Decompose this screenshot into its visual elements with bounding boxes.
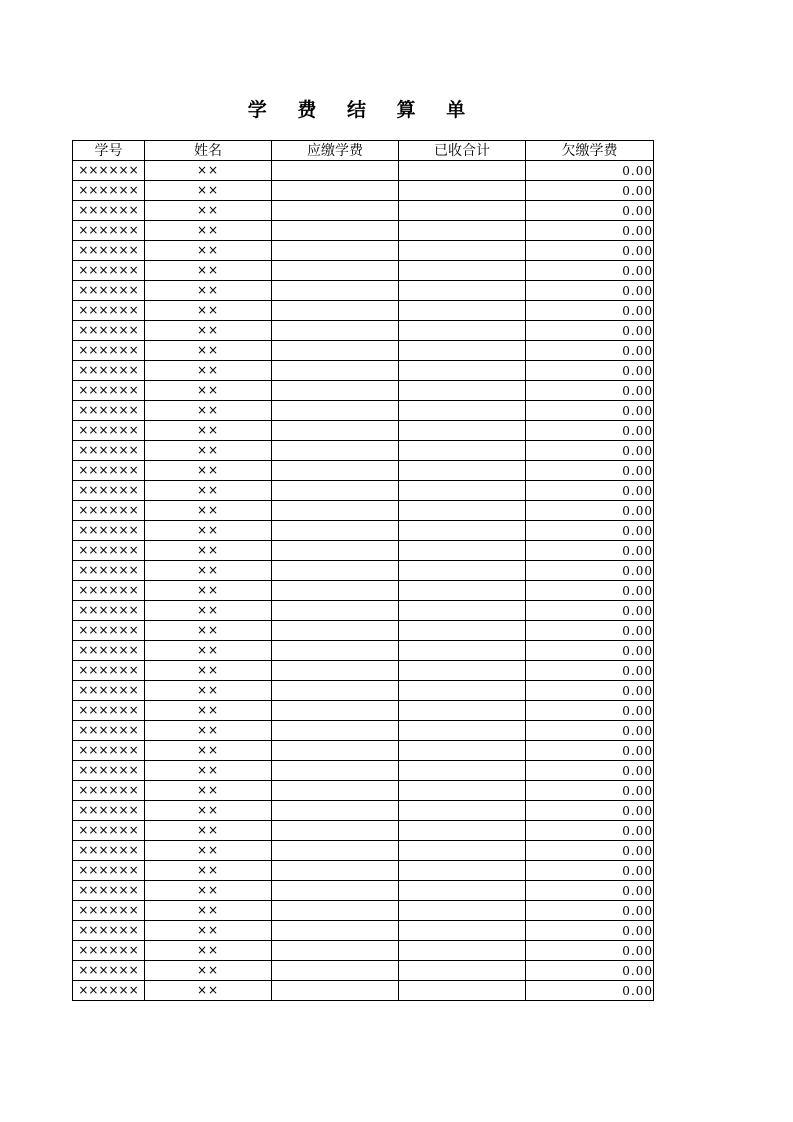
tuition-owed-cell: 0.00 bbox=[526, 621, 654, 641]
table-row bbox=[73, 721, 654, 741]
tuition-owed-cell: 0.00 bbox=[526, 961, 654, 981]
table-row bbox=[73, 941, 654, 961]
tuition-due-cell bbox=[272, 301, 399, 321]
tuition-due-cell bbox=[272, 161, 399, 181]
tuition-owed-cell: 0.00 bbox=[526, 481, 654, 501]
tuition-owed-cell: 0.00 bbox=[526, 781, 654, 801]
header-tuition-due: 应缴学费 bbox=[272, 141, 399, 161]
tuition-owed-cell: 0.00 bbox=[526, 381, 654, 401]
student-name-cell: ×× bbox=[145, 661, 272, 681]
student-name-cell: ×× bbox=[145, 861, 272, 881]
tuition-due-cell bbox=[272, 741, 399, 761]
tuition-owed-cell: 0.00 bbox=[526, 741, 654, 761]
received-total-cell bbox=[399, 481, 526, 501]
tuition-due-cell bbox=[272, 501, 399, 521]
tuition-owed-cell: 0.00 bbox=[526, 841, 654, 861]
student-name-cell: ×× bbox=[145, 821, 272, 841]
tuition-owed-cell: 0.00 bbox=[526, 301, 654, 321]
student-name-cell: ×× bbox=[145, 681, 272, 701]
table-row bbox=[73, 881, 654, 901]
tuition-owed-cell: 0.00 bbox=[526, 361, 654, 381]
student-name-cell: ×× bbox=[145, 921, 272, 941]
tuition-due-cell bbox=[272, 901, 399, 921]
received-total-cell bbox=[399, 261, 526, 281]
student-name-cell: ×× bbox=[145, 801, 272, 821]
tuition-due-cell bbox=[272, 541, 399, 561]
table-row bbox=[73, 321, 654, 341]
table-row bbox=[73, 761, 654, 781]
student-name-cell: ×× bbox=[145, 401, 272, 421]
student-id-cell: ×××××× bbox=[73, 561, 145, 581]
student-id-cell: ×××××× bbox=[73, 521, 145, 541]
table-row bbox=[73, 301, 654, 321]
received-total-cell bbox=[399, 821, 526, 841]
document-title: 学 费 结 算 单 bbox=[247, 99, 478, 121]
tuition-owed-cell: 0.00 bbox=[526, 881, 654, 901]
table-row bbox=[73, 821, 654, 841]
received-total-cell bbox=[399, 861, 526, 881]
student-name-cell: ×× bbox=[145, 901, 272, 921]
tuition-owed-cell: 0.00 bbox=[526, 561, 654, 581]
tuition-due-cell bbox=[272, 561, 399, 581]
received-total-cell bbox=[399, 601, 526, 621]
tuition-owed-cell: 0.00 bbox=[526, 281, 654, 301]
tuition-owed-cell: 0.00 bbox=[526, 501, 654, 521]
student-name-cell: ×× bbox=[145, 501, 272, 521]
received-total-cell bbox=[399, 401, 526, 421]
table-row bbox=[73, 901, 654, 921]
tuition-due-cell bbox=[272, 281, 399, 301]
table-row bbox=[73, 261, 654, 281]
table-row bbox=[73, 961, 654, 981]
tuition-owed-cell: 0.00 bbox=[526, 181, 654, 201]
received-total-cell bbox=[399, 341, 526, 361]
student-name-cell: ×× bbox=[145, 361, 272, 381]
received-total-cell bbox=[399, 561, 526, 581]
tuition-owed-cell: 0.00 bbox=[526, 721, 654, 741]
received-total-cell bbox=[399, 621, 526, 641]
tuition-owed-cell: 0.00 bbox=[526, 601, 654, 621]
tuition-owed-cell: 0.00 bbox=[526, 581, 654, 601]
student-id-cell: ×××××× bbox=[73, 681, 145, 701]
student-id-cell: ×××××× bbox=[73, 701, 145, 721]
student-id-cell: ×××××× bbox=[73, 161, 145, 181]
student-id-cell: ×××××× bbox=[73, 861, 145, 881]
table-row bbox=[73, 201, 654, 221]
tuition-owed-cell: 0.00 bbox=[526, 921, 654, 941]
student-id-cell: ×××××× bbox=[73, 981, 145, 1001]
table-row bbox=[73, 801, 654, 821]
student-id-cell: ×××××× bbox=[73, 281, 145, 301]
table-row bbox=[73, 361, 654, 381]
tuition-owed-cell: 0.00 bbox=[526, 161, 654, 181]
table-row bbox=[73, 561, 654, 581]
tuition-owed-cell: 0.00 bbox=[526, 981, 654, 1001]
received-total-cell bbox=[399, 661, 526, 681]
student-id-cell: ×××××× bbox=[73, 401, 145, 421]
student-id-cell: ×××××× bbox=[73, 801, 145, 821]
table-row bbox=[73, 481, 654, 501]
student-id-cell: ×××××× bbox=[73, 921, 145, 941]
table-row bbox=[73, 461, 654, 481]
student-id-cell: ×××××× bbox=[73, 741, 145, 761]
header-tuition-owed: 欠缴学费 bbox=[526, 141, 654, 161]
student-name-cell: ×× bbox=[145, 841, 272, 861]
student-name-cell: ×× bbox=[145, 781, 272, 801]
table-row bbox=[73, 401, 654, 421]
received-total-cell bbox=[399, 901, 526, 921]
received-total-cell bbox=[399, 201, 526, 221]
student-name-cell: ×× bbox=[145, 181, 272, 201]
tuition-owed-cell: 0.00 bbox=[526, 701, 654, 721]
student-name-cell: ×× bbox=[145, 741, 272, 761]
tuition-owed-cell: 0.00 bbox=[526, 441, 654, 461]
tuition-due-cell bbox=[272, 381, 399, 401]
student-id-cell: ×××××× bbox=[73, 901, 145, 921]
table-row bbox=[73, 541, 654, 561]
student-id-cell: ×××××× bbox=[73, 621, 145, 641]
student-id-cell: ×××××× bbox=[73, 661, 145, 681]
student-name-cell: ×× bbox=[145, 981, 272, 1001]
tuition-owed-cell: 0.00 bbox=[526, 261, 654, 281]
student-id-cell: ×××××× bbox=[73, 961, 145, 981]
received-total-cell bbox=[399, 181, 526, 201]
student-name-cell: ×× bbox=[145, 161, 272, 181]
received-total-cell bbox=[399, 581, 526, 601]
student-id-cell: ×××××× bbox=[73, 941, 145, 961]
student-id-cell: ×××××× bbox=[73, 641, 145, 661]
student-name-cell: ×× bbox=[145, 641, 272, 661]
table-row bbox=[73, 341, 654, 361]
received-total-cell bbox=[399, 701, 526, 721]
student-name-cell: ×× bbox=[145, 321, 272, 341]
tuition-owed-cell: 0.00 bbox=[526, 321, 654, 341]
tuition-due-cell bbox=[272, 361, 399, 381]
student-name-cell: ×× bbox=[145, 941, 272, 961]
tuition-due-cell bbox=[272, 921, 399, 941]
tuition-owed-cell: 0.00 bbox=[526, 241, 654, 261]
table-row bbox=[73, 741, 654, 761]
received-total-cell bbox=[399, 501, 526, 521]
tuition-owed-cell: 0.00 bbox=[526, 861, 654, 881]
student-id-cell: ×××××× bbox=[73, 341, 145, 361]
tuition-owed-cell: 0.00 bbox=[526, 221, 654, 241]
student-id-cell: ×××××× bbox=[73, 541, 145, 561]
received-total-cell bbox=[399, 641, 526, 661]
tuition-owed-cell: 0.00 bbox=[526, 201, 654, 221]
student-id-cell: ×××××× bbox=[73, 421, 145, 441]
student-name-cell: ×× bbox=[145, 261, 272, 281]
student-name-cell: ×× bbox=[145, 521, 272, 541]
table-row bbox=[73, 641, 654, 661]
student-id-cell: ×××××× bbox=[73, 261, 145, 281]
tuition-due-cell bbox=[272, 621, 399, 641]
received-total-cell bbox=[399, 761, 526, 781]
received-total-cell bbox=[399, 421, 526, 441]
table-row bbox=[73, 421, 654, 441]
student-name-cell: ×× bbox=[145, 381, 272, 401]
header-row bbox=[73, 141, 654, 161]
received-total-cell bbox=[399, 301, 526, 321]
received-total-cell bbox=[399, 241, 526, 261]
student-name-cell: ×× bbox=[145, 961, 272, 981]
tuition-owed-cell: 0.00 bbox=[526, 761, 654, 781]
student-id-cell: ×××××× bbox=[73, 181, 145, 201]
tuition-due-cell bbox=[272, 861, 399, 881]
table-row bbox=[73, 581, 654, 601]
received-total-cell bbox=[399, 361, 526, 381]
tuition-due-cell bbox=[272, 721, 399, 741]
tuition-settlement-table bbox=[72, 140, 654, 1001]
student-name-cell: ×× bbox=[145, 441, 272, 461]
table-row bbox=[73, 701, 654, 721]
student-name-cell: ×× bbox=[145, 221, 272, 241]
tuition-due-cell bbox=[272, 341, 399, 361]
student-name-cell: ×× bbox=[145, 621, 272, 641]
table-body bbox=[73, 161, 654, 1001]
tuition-due-cell bbox=[272, 521, 399, 541]
student-name-cell: ×× bbox=[145, 201, 272, 221]
student-id-cell: ×××××× bbox=[73, 461, 145, 481]
student-name-cell: ×× bbox=[145, 701, 272, 721]
header-received-total: 已收合计 bbox=[399, 141, 526, 161]
tuition-owed-cell: 0.00 bbox=[526, 401, 654, 421]
tuition-due-cell bbox=[272, 641, 399, 661]
tuition-due-cell bbox=[272, 801, 399, 821]
student-id-cell: ×××××× bbox=[73, 441, 145, 461]
received-total-cell bbox=[399, 681, 526, 701]
table-row bbox=[73, 621, 654, 641]
table-row bbox=[73, 861, 654, 881]
table-row bbox=[73, 281, 654, 301]
table-row bbox=[73, 501, 654, 521]
received-total-cell bbox=[399, 741, 526, 761]
table-row bbox=[73, 781, 654, 801]
received-total-cell bbox=[399, 841, 526, 861]
received-total-cell bbox=[399, 921, 526, 941]
student-id-cell: ×××××× bbox=[73, 381, 145, 401]
tuition-due-cell bbox=[272, 261, 399, 281]
tuition-owed-cell: 0.00 bbox=[526, 641, 654, 661]
student-id-cell: ×××××× bbox=[73, 821, 145, 841]
header-name: 姓名 bbox=[145, 141, 272, 161]
student-id-cell: ×××××× bbox=[73, 481, 145, 501]
tuition-due-cell bbox=[272, 761, 399, 781]
student-id-cell: ×××××× bbox=[73, 761, 145, 781]
student-name-cell: ×× bbox=[145, 581, 272, 601]
student-id-cell: ×××××× bbox=[73, 841, 145, 861]
tuition-owed-cell: 0.00 bbox=[526, 821, 654, 841]
received-total-cell bbox=[399, 781, 526, 801]
table-row bbox=[73, 601, 654, 621]
tuition-due-cell bbox=[272, 581, 399, 601]
tuition-due-cell bbox=[272, 961, 399, 981]
tuition-due-cell bbox=[272, 841, 399, 861]
student-name-cell: ×× bbox=[145, 461, 272, 481]
received-total-cell bbox=[399, 441, 526, 461]
student-name-cell: ×× bbox=[145, 601, 272, 621]
student-id-cell: ×××××× bbox=[73, 601, 145, 621]
table-row bbox=[73, 841, 654, 861]
received-total-cell bbox=[399, 461, 526, 481]
tuition-due-cell bbox=[272, 821, 399, 841]
student-id-cell: ×××××× bbox=[73, 201, 145, 221]
received-total-cell bbox=[399, 521, 526, 541]
received-total-cell bbox=[399, 961, 526, 981]
tuition-due-cell bbox=[272, 941, 399, 961]
tuition-due-cell bbox=[272, 321, 399, 341]
table-row bbox=[73, 681, 654, 701]
received-total-cell bbox=[399, 321, 526, 341]
student-id-cell: ×××××× bbox=[73, 781, 145, 801]
student-name-cell: ×× bbox=[145, 241, 272, 261]
tuition-due-cell bbox=[272, 661, 399, 681]
student-id-cell: ×××××× bbox=[73, 221, 145, 241]
student-name-cell: ×× bbox=[145, 421, 272, 441]
tuition-due-cell bbox=[272, 461, 399, 481]
received-total-cell bbox=[399, 281, 526, 301]
tuition-due-cell bbox=[272, 401, 399, 421]
tuition-owed-cell: 0.00 bbox=[526, 541, 654, 561]
table-row bbox=[73, 221, 654, 241]
student-id-cell: ×××××× bbox=[73, 321, 145, 341]
table-row bbox=[73, 161, 654, 181]
table-row bbox=[73, 441, 654, 461]
student-id-cell: ×××××× bbox=[73, 581, 145, 601]
tuition-due-cell bbox=[272, 881, 399, 901]
table-row bbox=[73, 381, 654, 401]
received-total-cell bbox=[399, 161, 526, 181]
table-row bbox=[73, 981, 654, 1001]
tuition-owed-cell: 0.00 bbox=[526, 661, 654, 681]
student-id-cell: ×××××× bbox=[73, 241, 145, 261]
tuition-due-cell bbox=[272, 181, 399, 201]
tuition-owed-cell: 0.00 bbox=[526, 421, 654, 441]
tuition-due-cell bbox=[272, 981, 399, 1001]
tuition-due-cell bbox=[272, 701, 399, 721]
tuition-owed-cell: 0.00 bbox=[526, 341, 654, 361]
table-row bbox=[73, 661, 654, 681]
header-student-id: 学号 bbox=[73, 141, 145, 161]
tuition-due-cell bbox=[272, 421, 399, 441]
received-total-cell bbox=[399, 221, 526, 241]
student-name-cell: ×× bbox=[145, 721, 272, 741]
tuition-due-cell bbox=[272, 481, 399, 501]
received-total-cell bbox=[399, 941, 526, 961]
student-id-cell: ×××××× bbox=[73, 881, 145, 901]
table-row bbox=[73, 921, 654, 941]
student-id-cell: ×××××× bbox=[73, 301, 145, 321]
student-id-cell: ×××××× bbox=[73, 501, 145, 521]
student-id-cell: ×××××× bbox=[73, 721, 145, 741]
table-row bbox=[73, 181, 654, 201]
student-name-cell: ×× bbox=[145, 561, 272, 581]
tuition-due-cell bbox=[272, 241, 399, 261]
tuition-due-cell bbox=[272, 601, 399, 621]
received-total-cell bbox=[399, 721, 526, 741]
student-name-cell: ×× bbox=[145, 281, 272, 301]
tuition-due-cell bbox=[272, 221, 399, 241]
received-total-cell bbox=[399, 541, 526, 561]
tuition-due-cell bbox=[272, 201, 399, 221]
tuition-owed-cell: 0.00 bbox=[526, 461, 654, 481]
received-total-cell bbox=[399, 381, 526, 401]
received-total-cell bbox=[399, 881, 526, 901]
received-total-cell bbox=[399, 981, 526, 1001]
student-name-cell: ×× bbox=[145, 881, 272, 901]
tuition-owed-cell: 0.00 bbox=[526, 801, 654, 821]
student-name-cell: ×× bbox=[145, 761, 272, 781]
received-total-cell bbox=[399, 801, 526, 821]
tuition-due-cell bbox=[272, 781, 399, 801]
student-name-cell: ×× bbox=[145, 481, 272, 501]
student-id-cell: ×××××× bbox=[73, 361, 145, 381]
student-name-cell: ×× bbox=[145, 341, 272, 361]
tuition-owed-cell: 0.00 bbox=[526, 901, 654, 921]
student-name-cell: ×× bbox=[145, 541, 272, 561]
tuition-owed-cell: 0.00 bbox=[526, 681, 654, 701]
student-name-cell: ×× bbox=[145, 301, 272, 321]
tuition-owed-cell: 0.00 bbox=[526, 941, 654, 961]
tuition-owed-cell: 0.00 bbox=[526, 521, 654, 541]
table-row bbox=[73, 241, 654, 261]
tuition-due-cell bbox=[272, 681, 399, 701]
table-row bbox=[73, 521, 654, 541]
tuition-due-cell bbox=[272, 441, 399, 461]
